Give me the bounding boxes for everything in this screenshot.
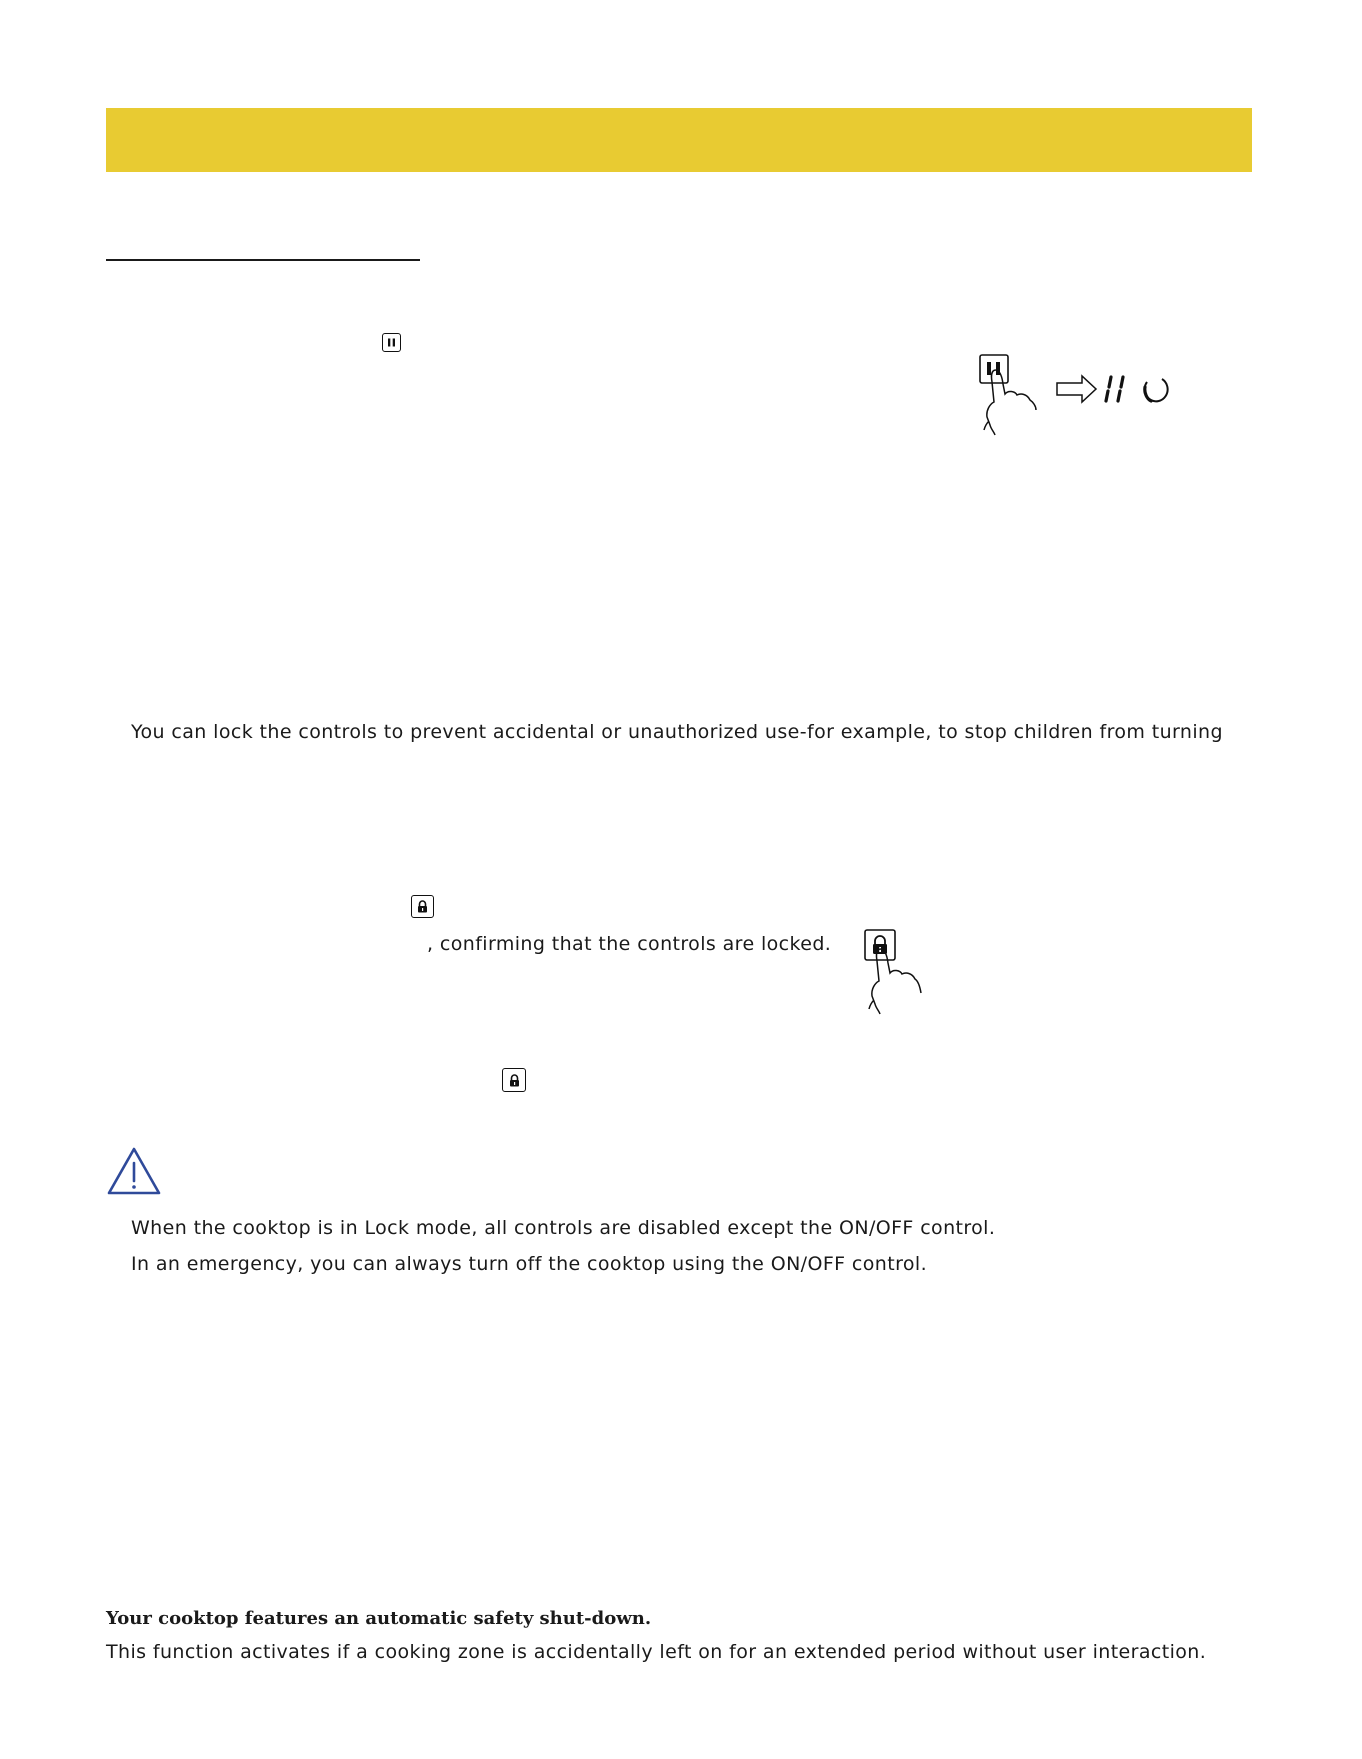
pointing-finger-icon <box>995 370 1036 410</box>
warning-line-1: When the cooktop is in Lock mode, all controls are disabled except the ON/OFF control. <box>131 1217 996 1239</box>
header-banner <box>106 108 1252 172</box>
pause-key-icon <box>382 333 401 352</box>
warning-triangle-icon <box>106 1146 162 1196</box>
pause-key-icon <box>980 355 1008 383</box>
lock-key-icon <box>411 895 434 918</box>
pointing-finger-icon <box>880 949 921 993</box>
lock-confirm-text: , confirming that the controls are locked. <box>427 933 832 955</box>
lock-illustration <box>860 925 960 1035</box>
lock-intro-text: You can lock the controls to prevent accidental or unauthorized use-for example, to stop children from turning <box>131 721 1223 743</box>
lock-key-icon <box>502 1068 526 1092</box>
section-title-underline <box>106 259 420 261</box>
pause-illustration <box>975 350 1195 460</box>
warning-line-2: In an emergency, you can always turn off the cooktop using the ON/OFF control. <box>131 1253 928 1275</box>
safety-heading: Your cooktop features an automatic safety shut-down. <box>106 1608 652 1629</box>
right-arrow-icon <box>1057 376 1096 402</box>
safety-body: This function activates if a cooking zone is accidentally left on for an extended period without user interaction. <box>106 1641 1207 1663</box>
display-digits <box>1106 377 1123 401</box>
